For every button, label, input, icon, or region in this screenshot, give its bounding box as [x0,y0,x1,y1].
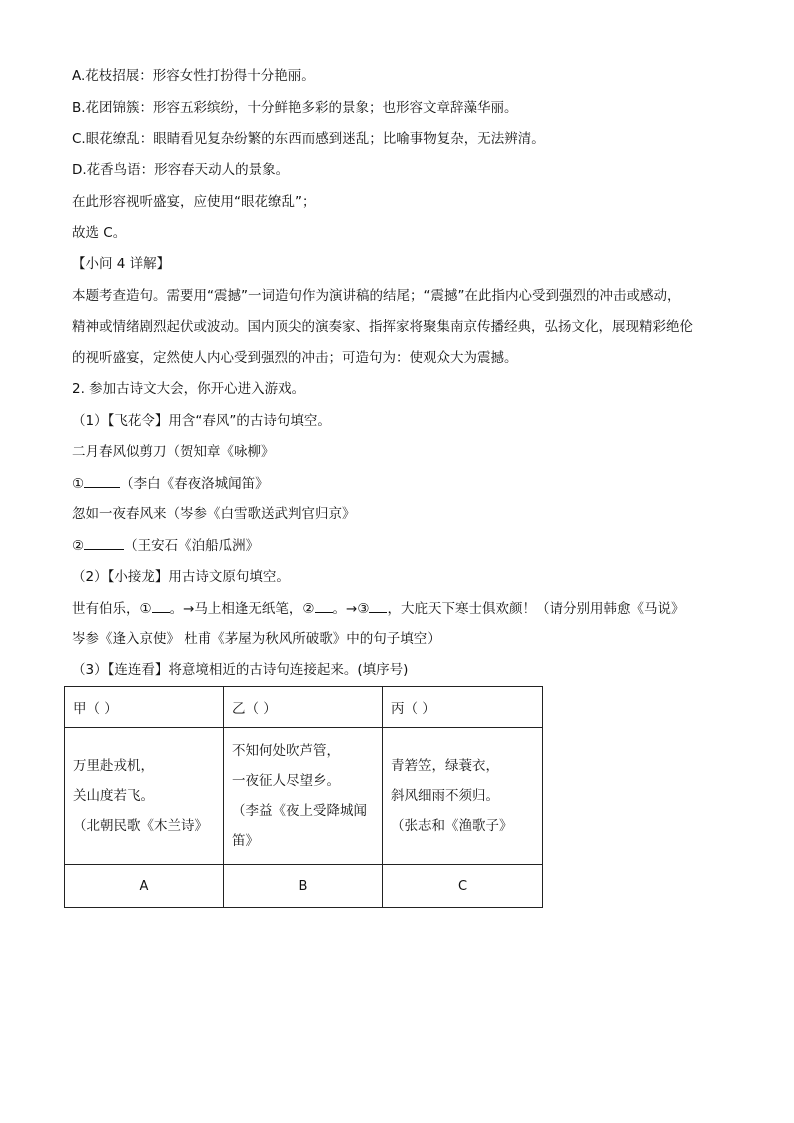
part2-heading: （2）【小接龙】用古诗文原句填空。 [72,569,290,585]
chain-text: ，大庇天下寒士俱欢颜！（请分别用韩愈《马说》 [387,601,685,617]
conclusion-text: 在此形容视听盛宴，应使用“眼花缭乱”； [72,194,316,210]
header-cell-yi: 乙（ ） [224,687,383,728]
option-a: A.花枝招展：形容女性打扮得十分艳丽。 [72,68,315,84]
poem-line: 忽如一夜春风来（岑参《白雪歌送武判官归京》 [72,506,356,522]
poem-verse: 青箬笠，绿蓑衣， [391,758,499,774]
table-row [65,687,543,728]
poem-source: （张志和《渔歌子》 [391,818,513,834]
table-row [65,728,543,865]
part1-heading: （1）【飞花令】用含“春风”的古诗句填空。 [72,413,331,429]
header-cell-bing: 丙（ ） [383,687,543,728]
fill-in-line [72,535,732,556]
q4-explanation-line: 本题考查造句。需要用“震撼”一词造句作为演讲稿的结尾；“震撼”在此指内心受到强烈的冲击或感动， [72,288,681,304]
q4-explanation-line: 的视听盛宴，定然使人内心受到强烈的冲击；可造句为：使观众大为震撼。 [72,350,518,366]
option-label-b: B [224,865,383,908]
poem-cell [65,728,224,865]
poem-cell [383,728,543,865]
option-d: D.花香鸟语：形容春天动人的景象。 [72,162,290,178]
poem-verse: 关山度若飞。 [73,788,154,804]
answer-text: 故选 C。 [72,225,127,241]
option-b: B.花团锦簇：形容五彩缤纷，十分鲜艳多彩的景象；也形容文章辞藻华丽。 [72,100,518,116]
chain-text: 。→③ [332,601,370,617]
blank-number: ② [72,538,85,554]
answer-blank[interactable] [152,598,170,613]
answer-blank[interactable] [315,598,333,613]
question-2-title: 2. 参加古诗文大会，你开心进入游戏。 [72,381,306,397]
chain-text: 。→马上相逢无纸笔，② [169,601,315,617]
poem-verse: 斜风细雨不须归。 [391,788,499,804]
option-label-c: C [383,865,543,908]
poem-source: （王安石《泊船瓜洲》 [124,538,260,554]
blank-number: ① [72,476,85,492]
q4-heading: 【小问 4 详解】 [72,256,171,272]
answer-blank[interactable] [84,535,124,550]
poem-cell [224,728,383,865]
answer-blank[interactable] [369,598,387,613]
chain-fill-line [72,598,732,619]
chain-text: 世有伯乐，① [72,601,152,617]
chain-instruction: 岑参《逢入京使》 杜甫《茅屋为秋风所破歌》中的句子填空） [72,631,441,647]
fill-in-line [72,473,732,494]
poem-source: （李益《夜上受降城闻 [232,803,367,819]
answer-blank[interactable] [84,473,120,488]
header-cell-jia: 甲（ ） [65,687,224,728]
poem-verse: 一夜征人尽望乡。 [232,773,340,789]
poem-line: 二月春风似剪刀（贺知章《咏柳》 [72,444,275,460]
poem-verse: 万里赴戎机， [73,758,154,774]
poem-source: （北朝民歌《木兰诗》 [73,818,208,834]
table-row [65,865,543,908]
matching-table [64,686,543,908]
option-c: C.眼花缭乱：眼睛看见复杂纷繁的东西而感到迷乱；比喻事物复杂，无法辨清。 [72,131,545,147]
poem-source: （李白《春夜洛城闻笛》 [120,476,269,492]
poem-source: 笛》 [232,833,259,849]
poem-verse: 不知何处吹芦管， [232,743,340,759]
option-label-a: A [65,865,224,908]
part3-heading: （3）【连连看】将意境相近的古诗句连接起来。(填序号) [72,662,409,678]
q4-explanation-line: 精神或情绪剧烈起伏或波动。国内顶尖的演奏家、指挥家将聚集南京传播经典，弘扬文化，展现精彩绝伦 [72,319,693,335]
